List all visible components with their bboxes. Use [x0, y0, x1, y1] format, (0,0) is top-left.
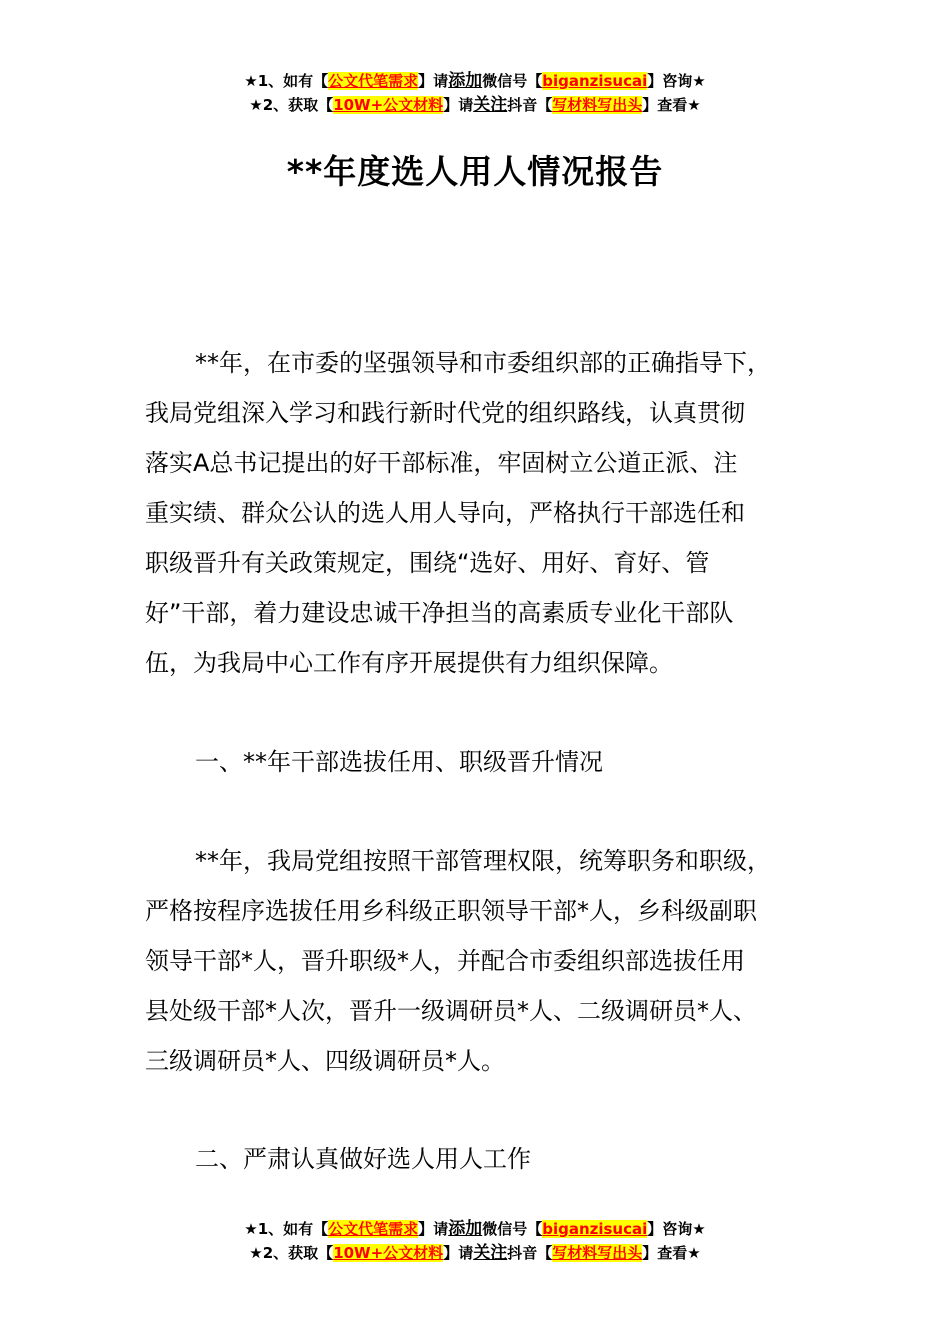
promo-text: 】请 [443, 96, 474, 114]
text-line: 我局党组深入学习和践行新时代党的组织路线，认真贯彻 [145, 399, 745, 427]
promo-text: 微信号【 [482, 72, 543, 90]
body-paragraph-1 [145, 338, 845, 688]
promo-text: 】请 [418, 72, 449, 90]
promo-emphasis: 关注 [473, 1243, 508, 1263]
body-paragraph-2 [145, 836, 845, 1086]
text-line: 伍，为我局中心工作有序开展提供有力组织保障。 [145, 649, 673, 677]
promo-line-2 [0, 93, 950, 117]
text-line: 好”干部，着力建设忠诚干净担当的高素质专业化干部队 [145, 599, 734, 627]
promo-text: 微信号【 [482, 1220, 543, 1238]
promo-text: 】请 [418, 1220, 449, 1238]
text-line: 三级调研员*人、四级调研员*人。 [145, 1047, 505, 1075]
promo-line-1 [0, 69, 950, 93]
promo-text: 抖音【 [507, 1244, 553, 1262]
promo-text: 】咨询★ [647, 72, 706, 90]
text-line: 县处级干部*人次，晋升一级调研员*人、二级调研员*人、 [145, 997, 757, 1025]
promo-wechat-id: biganzisucai [542, 72, 648, 90]
promo-text: ★2、获取【 [249, 1244, 334, 1262]
promo-text: 】查看★ [642, 1244, 701, 1262]
promo-text: 】咨询★ [647, 1220, 706, 1238]
promo-footer [0, 1217, 950, 1265]
promo-text: 】请 [443, 1244, 474, 1262]
text-line: **年，在市委的坚强领导和市委组织部的正确指导下， [195, 349, 771, 377]
promo-douyin-id: 写材料写出头 [552, 96, 643, 114]
promo-emphasis: 添加 [448, 71, 483, 91]
promo-text: ★2、获取【 [249, 96, 334, 114]
promo-text: ★1、如有【 [244, 72, 329, 90]
promo-douyin-id: 写材料写出头 [552, 1244, 643, 1262]
section-heading-2 [145, 1134, 845, 1184]
text-line: 职级晋升有关政策规定，围绕“选好、用好、育好、管 [145, 549, 710, 577]
promo-emphasis: 添加 [448, 1219, 483, 1239]
promo-line-1 [0, 1217, 950, 1241]
promo-highlight: 公文代笔需求 [328, 72, 419, 90]
text-line: 落实A总书记提出的好干部标准，牢固树立公道正派、注 [145, 449, 738, 477]
heading-text: 二、严肃认真做好选人用人工作 [195, 1145, 531, 1173]
promo-text: 】查看★ [642, 96, 701, 114]
heading-text: 一、**年干部选拔任用、职级晋升情况 [195, 748, 603, 776]
promo-highlight: 10W+公文材料 [333, 96, 444, 114]
promo-highlight: 公文代笔需求 [328, 1220, 419, 1238]
section-heading-1 [145, 737, 845, 787]
promo-wechat-id: biganzisucai [542, 1220, 648, 1238]
text-line: 严格按程序选拔任用乡科级正职领导干部*人，乡科级副职 [145, 897, 757, 925]
promo-text: 抖音【 [507, 96, 553, 114]
promo-emphasis: 关注 [473, 95, 508, 115]
text-line: 领导干部*人，晋升职级*人，并配合市委组织部选拔任用 [145, 947, 745, 975]
promo-text: ★1、如有【 [244, 1220, 329, 1238]
text-line: **年，我局党组按照干部管理权限，统筹职务和职级， [195, 847, 771, 875]
text-line: 重实绩、群众公认的选人用人导向，严格执行干部选任和 [145, 499, 745, 527]
promo-line-2 [0, 1241, 950, 1265]
promo-highlight: 10W+公文材料 [333, 1244, 444, 1262]
document-title: **年度选人用人情况报告 [286, 152, 664, 191]
promo-header [0, 69, 950, 117]
